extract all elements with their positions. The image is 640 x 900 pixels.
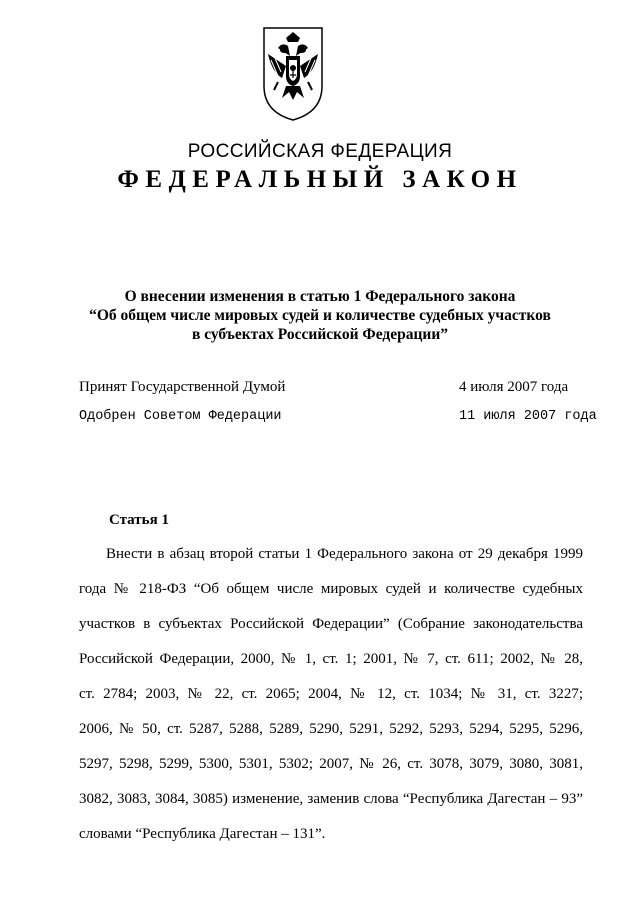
article-text-line: участков в субъектах Российской Федерации” (Собрание законодательства	[79, 616, 583, 632]
coat-of-arms-icon	[262, 26, 324, 122]
council-approval-label: Одобрен Советом Федерации	[79, 409, 282, 424]
law-title-line: О внесении изменения в статью 1 Федерального закона	[124, 288, 516, 305]
article-text-line: словами “Республика Дагестан – 131”.	[79, 826, 326, 842]
article-text-line: Внести в абзац второй статьи 1 Федерального закона от 29 декабря 1999	[106, 546, 583, 562]
article-text-line: 3082, 3083, 3084, 3085) изменение, заменив слова “Республика Дагестан – 93”	[79, 791, 583, 807]
article-text-line: Российской Федерации, 2000, № 1, ст. 1; 2001, № 7, ст. 611; 2002, № 28,	[79, 651, 583, 667]
article-title: Статья 1	[109, 512, 169, 528]
law-title-line: в субъектах Российской Федерации”	[191, 326, 449, 343]
duma-adoption-date: 4 июля 2007 года	[459, 379, 569, 395]
law-title-line: “Об общем числе мировых судей и количестве судебных участков	[89, 307, 551, 324]
article-text-line: 2006, № 50, ст. 5287, 5288, 5289, 5290, 5291, 5292, 5293, 5294, 5295, 5296,	[79, 721, 583, 737]
council-approval-date: 11 июля 2007 года	[459, 409, 597, 424]
article-text-line: года № 218-ФЗ “Об общем числе мировых судей и количестве судебных	[79, 581, 583, 597]
article-text-line: ст. 2784; 2003, № 22, ст. 2065; 2004, № 12, ст. 1034; № 31, ст. 3227;	[79, 686, 583, 702]
document-type: ФЕДЕРАЛЬНЫЙ ЗАКОН	[117, 166, 523, 193]
duma-adoption-label: Принят Государственной Думой	[79, 379, 286, 395]
country-name: РОССИЙСКАЯ ФЕДЕРАЦИЯ	[187, 141, 453, 162]
law-title	[0, 287, 640, 344]
article-text-line: 5297, 5298, 5299, 5300, 5301, 5302; 2007, № 26, ст. 3078, 3079, 3080, 3081,	[79, 756, 583, 772]
